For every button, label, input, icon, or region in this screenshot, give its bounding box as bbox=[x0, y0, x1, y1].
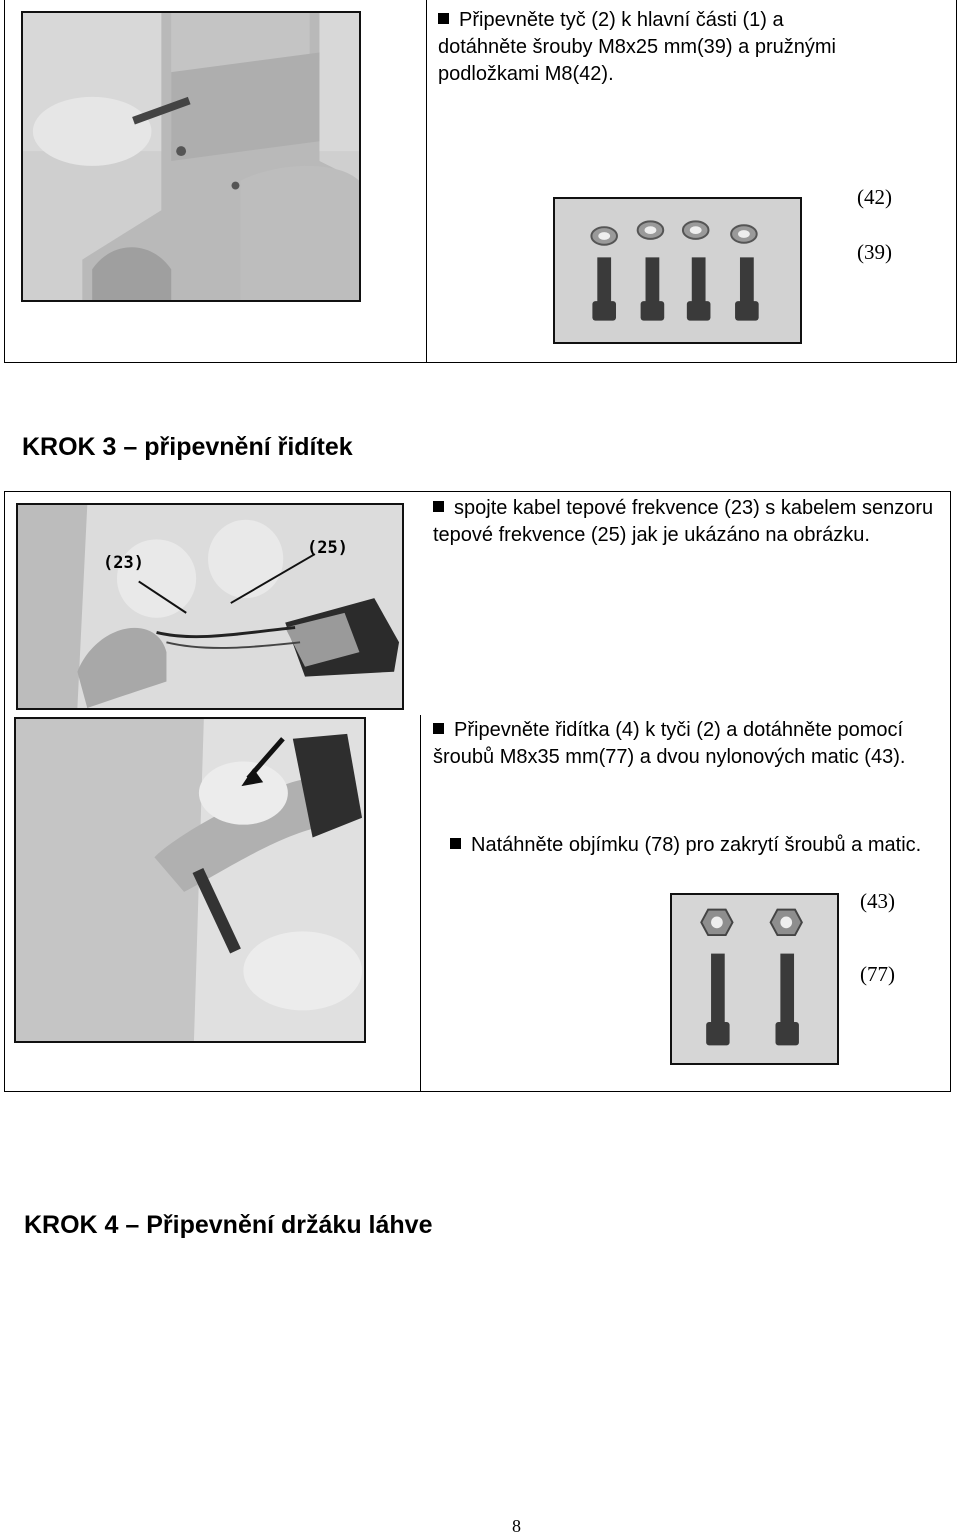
step2-table-divider bbox=[426, 0, 427, 362]
step2-instruction bbox=[438, 7, 878, 88]
step3-photo-connect-cables bbox=[16, 503, 404, 710]
label-washers-42: (42) bbox=[857, 185, 892, 209]
bullet-square-icon bbox=[433, 501, 444, 512]
page-number: 8 bbox=[512, 1516, 521, 1536]
step2-photo-attach-post bbox=[21, 11, 361, 302]
photo-label-23: (23) bbox=[103, 553, 144, 573]
step3-instruction-sleeve bbox=[450, 829, 950, 861]
photo-label-25: (25) bbox=[307, 538, 348, 558]
label-bolts-77: (77) bbox=[860, 962, 895, 986]
bullet-square-icon bbox=[450, 838, 461, 849]
label-bolts-39: (39) bbox=[857, 240, 892, 264]
label-nuts-43: (43) bbox=[860, 889, 895, 913]
step3-photo-bolts-nuts bbox=[670, 893, 839, 1065]
step2-photo-bolts-washers bbox=[553, 197, 802, 344]
step3-table-divider bbox=[420, 715, 421, 1092]
step2-instruction-text: Připevněte tyč (2) k hlavní části (1) a dotáhněte šrouby M8x25 mm(39) a pružnými podložkami M8(42). bbox=[438, 9, 836, 85]
step3-instruction-cable bbox=[433, 495, 953, 549]
step3-instruction-cable-text: spojte kabel tepové frekvence (23) s kabelem senzoru tepové frekvence (25) jak je ukázáno na obrázku. bbox=[433, 497, 934, 546]
step3-instruction-sleeve-text: Natáhněte objímku (78) pro zakrytí šroubů a matic. bbox=[471, 834, 922, 856]
step3-instruction-handlebar bbox=[433, 717, 923, 771]
step3-heading: KROK 3 – připevnění řidítek bbox=[22, 433, 353, 461]
step3-instruction-handlebar-text: Připevněte řidítka (4) k tyči (2) a dotáhněte pomocí šroubů M8x35 mm(77) a dvou nylonových matic (43). bbox=[433, 719, 906, 768]
step3-photo-attach-handlebar bbox=[14, 717, 366, 1043]
step4-heading: KROK 4 – Připevnění držáku láhve bbox=[24, 1211, 433, 1239]
bullet-square-icon bbox=[433, 723, 444, 734]
bullet-square-icon bbox=[438, 13, 449, 24]
